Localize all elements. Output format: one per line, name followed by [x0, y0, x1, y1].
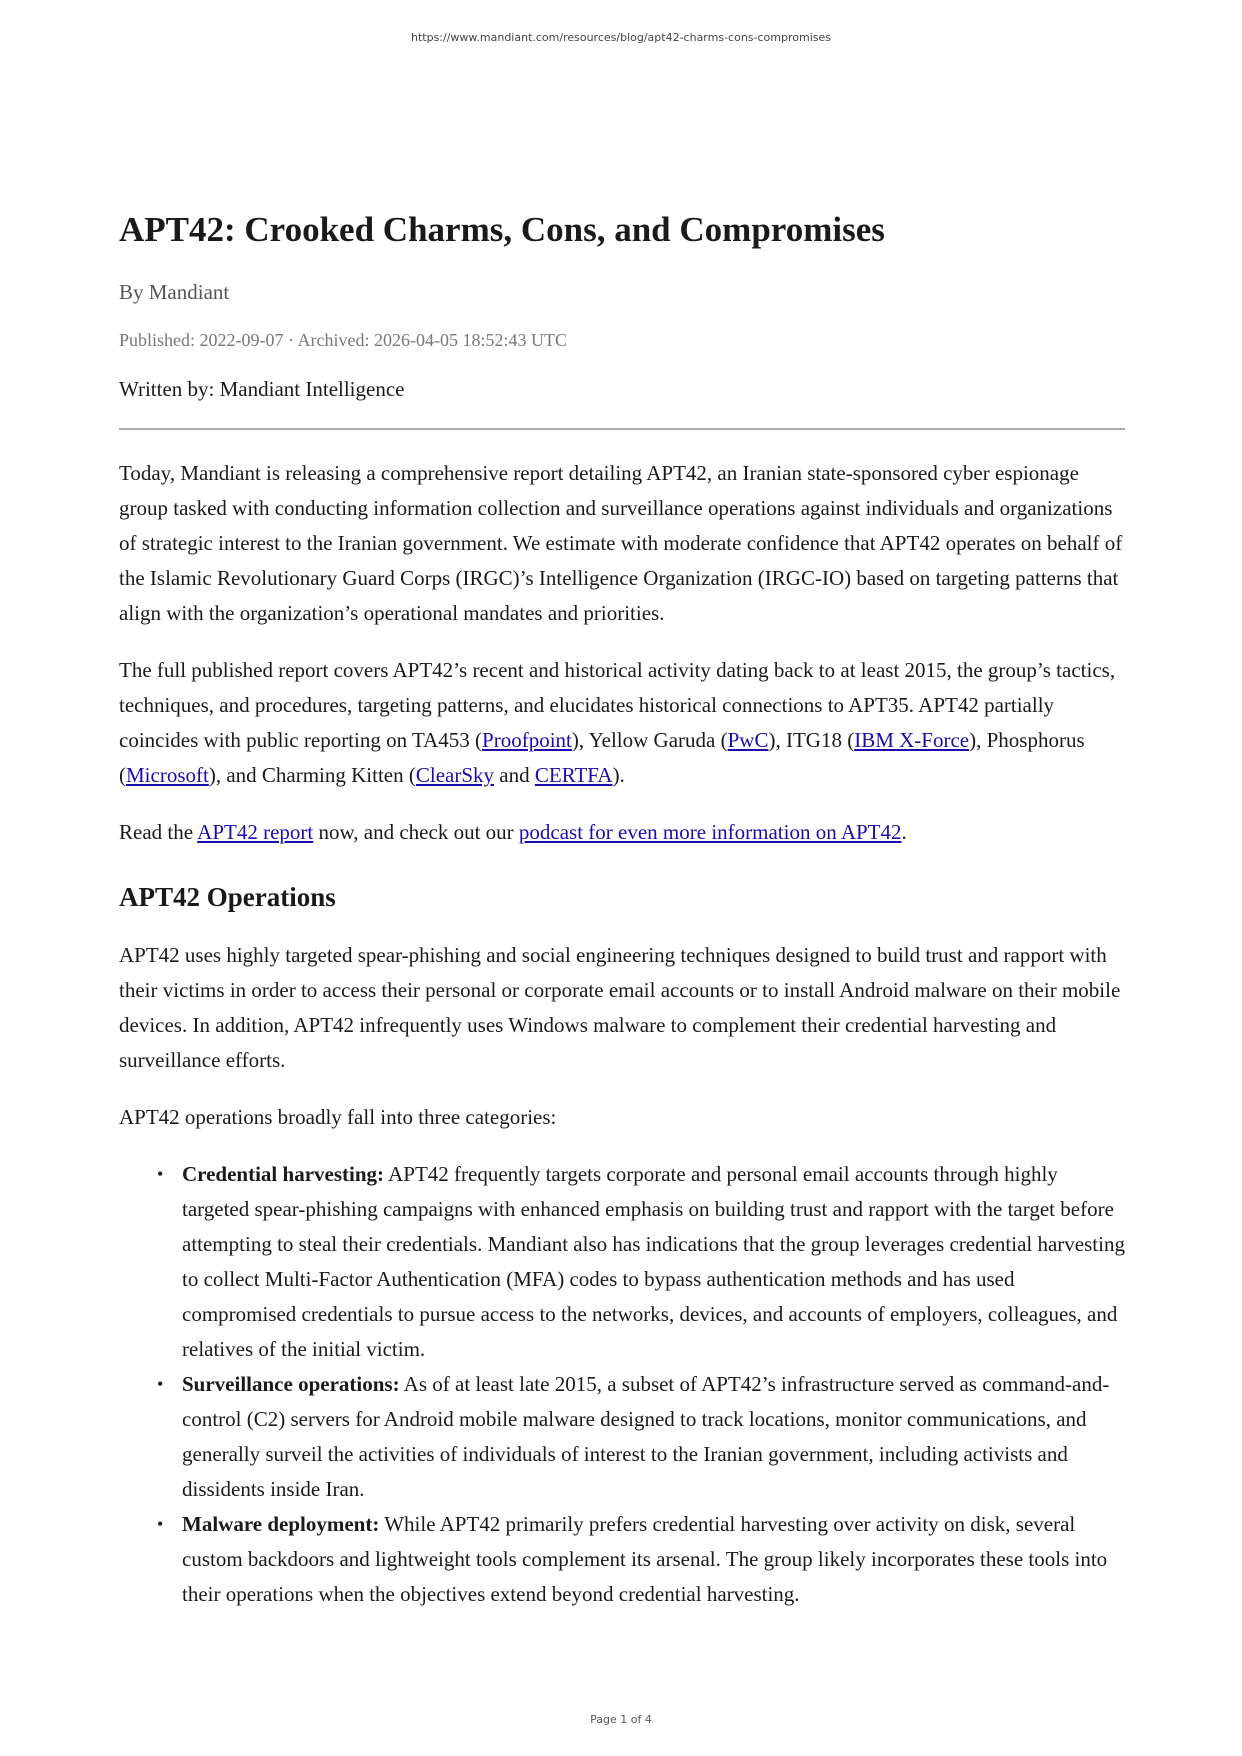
- list-item-text: APT42 frequently targets corporate and personal email accounts through highly targeted spear-phishing campaigns with enhanced emphasis on building trust and rapport with the target before attempting to steal their credentials. Mandiant also has indications that the group leverages credential harvesting to collect Multi-Factor Authentication (MFA) codes to bypass authentication methods and has used compromised credentials to pursue access to the networks, devices, and accounts of employers, colleagues, and relatives of the initial victim.: [182, 1162, 1125, 1361]
- podcast-link[interactable]: podcast for even more information on APT42: [518, 820, 902, 844]
- read-report-paragraph: [119, 815, 1125, 850]
- page-number: Page 1 of 4: [590, 1713, 652, 1726]
- list-item-text: While APT42 primarily prefers credential harvesting over activity on disk, several custom backdoors and lightweight tools complement its arsenal. The group likely incorporates these tools into their operations when the objectives extend beyond credential harvesting.: [182, 1512, 1108, 1606]
- clearsky-link[interactable]: ClearSky: [415, 763, 495, 787]
- archived-date: Archived: 2026-04-05 18:52:43 UTC: [297, 330, 567, 350]
- written-by: Written by: Mandiant Intelligence: [119, 377, 405, 401]
- pwc-link[interactable]: PwC: [727, 728, 769, 752]
- certfa-link[interactable]: CERTFA: [534, 763, 613, 787]
- text-segment: ), and Charming Kitten (: [208, 763, 416, 787]
- list-item: [157, 1367, 1125, 1507]
- text-segment: The full published report covers APT42’s recent and historical activity dating back to at least 2015, the group’s tactics, techniques, and procedures, targeting patterns, and elucidates historical connections to APT35. APT42 partially coincides with public reporting on TA453 (: [119, 658, 1116, 752]
- categories-intro: APT42 operations broadly fall into three categories:: [119, 1105, 557, 1129]
- microsoft-link[interactable]: Microsoft: [126, 763, 209, 787]
- text-segment: .: [901, 820, 907, 844]
- list-item-text: As of at least late 2015, a subset of APT42’s infrastructure served as command-and-control (C2) servers for Android mobile malware designed to track locations, monitor communications, and generally surveil the activities of individuals of interest to the Iranian government, including activists and dissidents inside Iran.: [182, 1372, 1110, 1501]
- list-item: [157, 1157, 1125, 1367]
- operations-paragraph: APT42 uses highly targeted spear-phishing and social engineering techniques designed to build trust and rapport with their victims in order to access their personal or corporate email accounts or to install Android malware on their mobile devices. In addition, APT42 infrequently uses Windows malware to complement their credential harvesting and surveillance efforts.: [119, 943, 1121, 1072]
- text-segment: ), Phosphorus (: [119, 728, 1085, 787]
- date-separator: ·: [283, 330, 298, 350]
- header-divider: [119, 428, 1125, 430]
- list-item-term: Surveillance operations:: [182, 1372, 400, 1396]
- text-segment: Read the: [119, 820, 198, 844]
- section-heading-operations: APT42 Operations: [119, 882, 336, 912]
- page-url-header: https://www.mandiant.com/resources/blog/apt42-charms-cons-compromises: [410, 31, 831, 44]
- bullet-icon: •: [157, 1374, 164, 1394]
- intro-paragraph: Today, Mandiant is releasing a comprehensive report detailing APT42, an Iranian state-sponsored cyber espionage group tasked with conducting information collection and surveillance operations against individuals and organizations of strategic interest to the Iranian government. We estimate with moderate confidence that APT42 operates on behalf of the Islamic Revolutionary Guard Corps (IRGC)’s Intelligence Organization (IRGC-IO) based on targeting patterns that align with the organization’s operational mandates and priorities.: [119, 461, 1123, 625]
- text-segment: now, and check out our: [313, 820, 519, 844]
- list-item-term: Malware deployment:: [182, 1512, 380, 1536]
- apt42-report-link[interactable]: APT42 report: [197, 820, 314, 844]
- text-segment: ), ITG18 (: [768, 728, 855, 752]
- text-segment: ).: [612, 763, 625, 787]
- list-item-term: Credential harvesting:: [182, 1162, 385, 1186]
- text-segment: and: [494, 763, 535, 787]
- report-paragraph: [119, 653, 1125, 793]
- article: [119, 208, 1125, 1612]
- article-title: APT42: Crooked Charms, Cons, and Compromises: [119, 210, 885, 249]
- ibm-xforce-link[interactable]: IBM X-Force: [854, 728, 970, 752]
- published-date: Published: 2022-09-07: [119, 330, 284, 350]
- article-dates: [119, 327, 1125, 353]
- bullet-icon: •: [157, 1164, 164, 1184]
- text-segment: ), Yellow Garuda (: [571, 728, 728, 752]
- categories-list: [119, 1157, 1125, 1612]
- proofpoint-link[interactable]: Proofpoint: [482, 728, 572, 752]
- bullet-icon: •: [157, 1514, 164, 1534]
- list-item: [157, 1507, 1125, 1612]
- article-byline: By Mandiant: [119, 280, 230, 304]
